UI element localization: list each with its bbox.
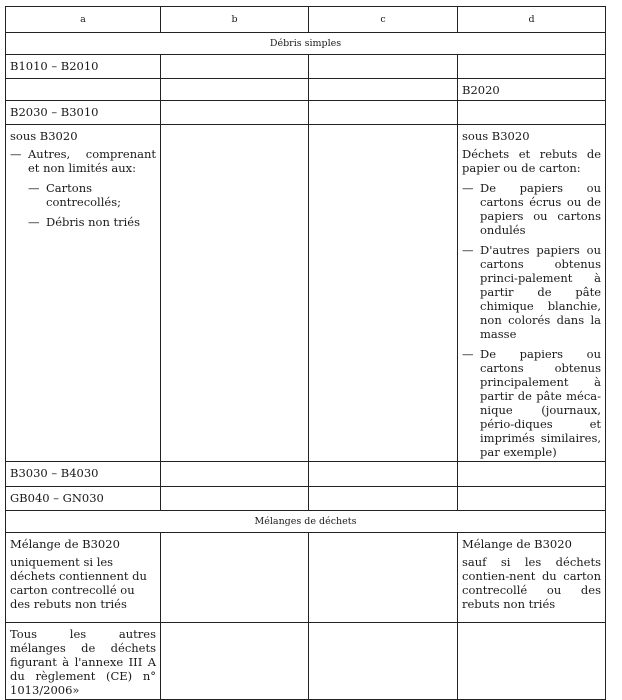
code-b2020: B2020 [462,83,500,97]
empty-cell [161,623,309,700]
dash-mark: — [462,347,474,361]
empty-cell [161,533,309,623]
mix-a-title: Mélange de B3020 [10,537,120,551]
empty-cell [6,79,161,101]
header-b: b [161,7,309,33]
dash-item [10,181,156,209]
section-row-simple [6,33,606,55]
mix-b3020-col-a [6,533,160,613]
waste-classification-table [5,6,606,700]
dash-mark: — [462,181,474,195]
b3020-d-intro: Déchets et rebuts de papier ou de carton: [462,147,601,175]
empty-cell [309,55,458,79]
dash-mark: — [462,243,474,257]
mix-d-text: sauf si les déchets contien-nent du carton contrecollé ou des rebuts non triés [462,555,601,611]
dash-text: De papiers ou cartons obtenus principalement à partir de pâte méca-nique (journaux, pério-diques et imprimés similaires, par exemple) [480,347,601,459]
table-row [6,125,606,462]
mix-d-title: Mélange de B3020 [462,537,572,551]
empty-cell [458,462,606,487]
code-range-b3030: B3030 – B4030 [10,466,99,480]
dash-item [10,147,156,175]
table-row [6,533,606,623]
empty-cell [458,487,606,511]
b3020-a-title: sous B3020 [10,129,78,143]
empty-cell [458,623,606,700]
table-row [6,101,606,125]
dash-mark: — [10,147,22,161]
empty-cell [309,125,458,462]
dash-item [462,181,601,237]
dash-mark: — [28,215,40,229]
table-header-row [6,7,606,33]
code-range-b2030: B2030 – B3010 [10,105,99,119]
empty-cell [309,623,458,700]
empty-cell [161,79,309,101]
dash-item [462,243,601,341]
dash-item [10,215,156,229]
table-row [6,623,606,700]
b3020-col-d [458,125,605,461]
header-d: d [458,7,606,33]
b3020-d-title: sous B3020 [462,129,530,143]
dash-text: D'autres papiers ou cartons obtenus princi-palement à partir de pâte chimique blanchie, non colorés dans la masse [480,243,601,341]
empty-cell [161,462,309,487]
mix-a-text: uniquement si les déchets contiennent du carton contrecollé ou des rebuts non triés [10,555,147,611]
code-range-gb040: GB040 – GN030 [10,491,104,505]
dash-text: De papiers ou cartons écrus ou de papiers ou cartons ondulés [480,181,601,237]
empty-cell [309,79,458,101]
empty-cell [161,55,309,79]
header-a: a [6,7,161,33]
header-c: c [309,7,458,33]
table-row [6,79,606,101]
mix-other-text: Tous les autres mélanges de déchets figurant à l'annexe III A du règlement (CE) n° 1013/2006» [10,627,156,697]
code-range-b1010: B1010 – B2010 [10,59,99,73]
dash-item [462,347,601,459]
table-row [6,487,606,511]
dash-text: Cartons contrecollés; [46,181,121,209]
empty-cell [309,533,458,623]
section-title-simple: Débris simples [6,33,606,55]
empty-cell [458,55,606,79]
empty-cell [161,101,309,125]
empty-cell [309,462,458,487]
empty-cell [309,101,458,125]
section-title-mixed: Mélanges de déchets [6,511,606,533]
empty-cell [309,487,458,511]
dash-text: Débris non triés [46,215,141,229]
mix-b3020-col-d [458,533,605,613]
section-row-mixed [6,511,606,533]
empty-cell [161,487,309,511]
table-row [6,55,606,79]
empty-cell [161,125,309,462]
table-row [6,462,606,487]
empty-cell [458,101,606,125]
dash-text: Autres, comprenant et non limités aux: [28,147,156,175]
dash-mark: — [28,181,40,195]
b3020-col-a [6,125,160,231]
